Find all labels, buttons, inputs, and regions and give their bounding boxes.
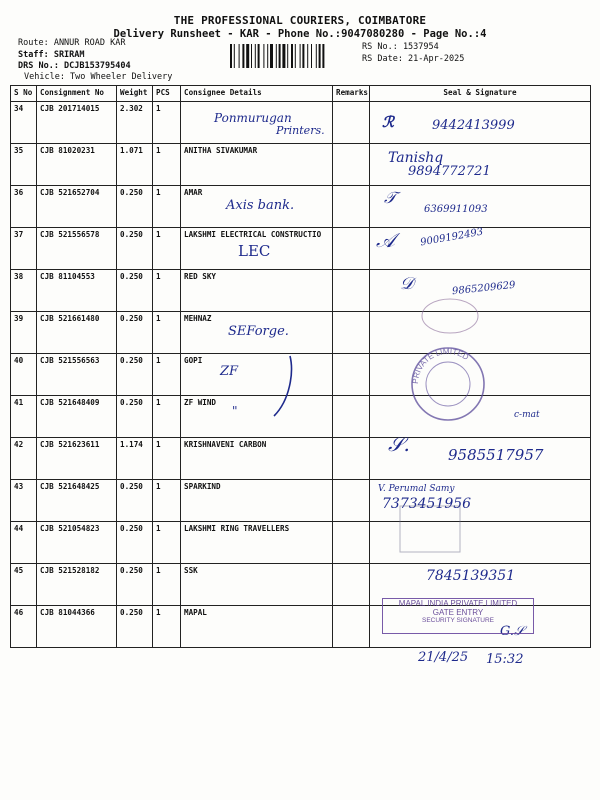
cell-consignee: SPARKIND [181, 480, 333, 522]
hw-r34-phone: 9442413999 [432, 118, 515, 133]
cell-consignment-no: CJB 201714015 [37, 102, 117, 144]
hw-r36-phone: 6369911093 [424, 204, 488, 215]
staff-label: Staff: SRIRAM [18, 50, 85, 60]
hw-r36-signature: 𝒯 [384, 188, 397, 207]
cell-remarks [333, 228, 370, 270]
cell-consignee: MEHNAZ [181, 312, 333, 354]
col-header-remarks: Remarks [333, 86, 370, 102]
barcode-bar [316, 44, 317, 68]
barcode-bar [311, 44, 312, 68]
cell-pcs: 1 [153, 396, 181, 438]
svg-text:PRIVATE LIMITED [411, 347, 471, 384]
col-header-signature: Seal & Signature [370, 86, 591, 102]
cell-pcs: 1 [153, 480, 181, 522]
cell-consignee: ZF WIND [181, 396, 333, 438]
cell-weight: 0.250 [117, 312, 153, 354]
cell-consignee: LAKSHMI RING TRAVELLERS [181, 522, 333, 564]
barcode-bar [307, 44, 308, 68]
hw-r38-phone: 9865209629 [451, 279, 517, 298]
barcode-bar [239, 44, 240, 68]
table-row [11, 354, 591, 396]
cell-consignment-no: CJB 521528182 [37, 564, 117, 606]
cell-sno: 36 [11, 186, 37, 228]
cell-consignment-no: CJB 521648409 [37, 396, 117, 438]
hw-r37-signature: 𝒜 [376, 228, 395, 252]
cell-consignment-no: CJB 521556563 [37, 354, 117, 396]
barcode-bar [276, 44, 277, 68]
cell-sno: 43 [11, 480, 37, 522]
cell-sno: 38 [11, 270, 37, 312]
cell-sno: 44 [11, 522, 37, 564]
cell-pcs: 1 [153, 312, 181, 354]
runsheet-table [10, 85, 591, 648]
cell-weight: 0.250 [117, 186, 153, 228]
cell-weight: 0.250 [117, 480, 153, 522]
cell-consignment-no: CJB 521648425 [37, 480, 117, 522]
oval-stamp-faint [416, 296, 486, 336]
table-row [11, 186, 591, 228]
cell-sno: 41 [11, 396, 37, 438]
hw-r37-name: LEC [238, 242, 271, 260]
cell-remarks [333, 312, 370, 354]
cell-consignment-no: CJB 521556578 [37, 228, 117, 270]
barcode-bar [246, 44, 249, 68]
hw-r43-phone: 7373451956 [382, 496, 472, 512]
cell-remarks [333, 186, 370, 228]
barcode-bar [302, 44, 304, 68]
cell-sno: 45 [11, 564, 37, 606]
cell-consignment-no: CJB 521661480 [37, 312, 117, 354]
cell-remarks [333, 102, 370, 144]
cell-weight: 0.250 [117, 396, 153, 438]
hw-r41-marks: " [232, 404, 238, 418]
barcode-bar [242, 44, 244, 68]
barcode-bar [319, 44, 321, 68]
cell-weight: 0.250 [117, 564, 153, 606]
table-row [11, 522, 591, 564]
barcode-bar [300, 44, 301, 68]
barcode-bar [263, 44, 264, 68]
hw-r34-name-a: Ponmurugan [214, 111, 292, 125]
cell-remarks [333, 438, 370, 480]
table-row [11, 144, 591, 186]
cell-pcs: 1 [153, 606, 181, 648]
cell-remarks [333, 480, 370, 522]
table-header-row [11, 86, 591, 102]
cell-sno: 40 [11, 354, 37, 396]
table-row [11, 228, 591, 270]
table-row [11, 312, 591, 354]
barcode-bar [258, 44, 260, 68]
cell-weight: 0.250 [117, 228, 153, 270]
hw-r35-phone: 9894772721 [408, 164, 491, 179]
cell-remarks [333, 564, 370, 606]
barcode-bar [267, 44, 268, 68]
hw-r34-signature: ℛ [382, 113, 394, 131]
barcode-image [230, 44, 350, 68]
cell-remarks [333, 354, 370, 396]
cell-sno: 34 [11, 102, 37, 144]
cell-consignment-no: CJB 81104553 [37, 270, 117, 312]
barcode-bar [279, 44, 281, 68]
cell-weight: 1.071 [117, 144, 153, 186]
vehicle-label: Vehicle: Two Wheeler Delivery [24, 72, 173, 82]
seal-text: PRIVATE LIMITED [410, 346, 471, 385]
document-title: THE PROFESSIONAL COURIERS, COIMBATORE [173, 14, 427, 27]
hw-r42-phone: 9585517957 [448, 446, 544, 464]
mapal-gate-entry-stamp [382, 598, 534, 634]
rs-number: RS No.: 1537954 [362, 42, 439, 52]
cell-weight: 0.250 [117, 522, 153, 564]
cell-pcs: 1 [153, 522, 181, 564]
drs-number: DRS No.: DCJB153795404 [18, 61, 131, 71]
cell-weight: 1.174 [117, 438, 153, 480]
hw-r40-name: ZF [220, 364, 239, 379]
round-company-seal [406, 342, 490, 426]
cell-consignee: MAPAL [181, 606, 333, 648]
hw-r38-signature: 𝒟 [400, 274, 414, 294]
hw-r35-name: Tanishq [388, 150, 444, 166]
cell-remarks [333, 606, 370, 648]
cell-pcs: 1 [153, 144, 181, 186]
cell-consignee: KRISHNAVENI CARBON [181, 438, 333, 480]
col-header-consignee: Consignee Details [181, 86, 333, 102]
cell-consignee: RED SKY [181, 270, 333, 312]
hw-r40-bracket-mark [268, 352, 298, 422]
mapal-stamp-line1: MAPAL INDIA PRIVATE LIMITED [398, 599, 518, 608]
cell-pcs: 1 [153, 270, 181, 312]
col-header-sno: S No [11, 86, 37, 102]
cell-weight: 0.250 [117, 354, 153, 396]
cell-sno: 42 [11, 438, 37, 480]
cell-weight: 2.302 [117, 102, 153, 144]
cell-pcs: 1 [153, 228, 181, 270]
cell-remarks [333, 522, 370, 564]
col-header-consignment: Consignment No [37, 86, 117, 102]
cell-consignee: ANITHA SIVAKUMAR [181, 144, 333, 186]
cell-remarks [333, 270, 370, 312]
cell-pcs: 1 [153, 564, 181, 606]
cell-sno: 37 [11, 228, 37, 270]
barcode-bar [287, 44, 288, 68]
barcode-bar [234, 44, 235, 68]
barcode-bar [322, 44, 324, 68]
hw-r39-name: SEForge. [228, 324, 289, 339]
hw-r46-time: 15:32 [486, 652, 524, 667]
cell-consignment-no: CJB 81044366 [37, 606, 117, 648]
table-row [11, 480, 591, 522]
cell-weight: 0.250 [117, 606, 153, 648]
route-label: Route: ANNUR ROAD KAR [18, 38, 126, 48]
barcode-bar [251, 44, 252, 68]
cell-consignment-no: CJB 521623611 [37, 438, 117, 480]
cell-consignment-no: CJB 521652704 [37, 186, 117, 228]
barcode-bar [291, 44, 293, 68]
barcode-bar [230, 44, 232, 68]
barcode-bar [295, 44, 296, 68]
hw-r41-note: c-mat [514, 410, 540, 420]
cell-consignment-no: CJB 81020231 [37, 144, 117, 186]
barcode-bar [282, 44, 285, 68]
cell-weight: 0.250 [117, 270, 153, 312]
cell-consignment-no: CJB 521054823 [37, 522, 117, 564]
cell-consignee: AMAR [181, 186, 333, 228]
cell-pcs: 1 [153, 438, 181, 480]
hw-r46-signature: G.𝒮 [500, 624, 525, 639]
cell-consignee: SSK [181, 564, 333, 606]
hw-r45-phone: 7845139351 [426, 568, 516, 584]
barcode-bar [255, 44, 256, 68]
cell-sno: 46 [11, 606, 37, 648]
hw-r46-date: 21/4/25 [418, 650, 469, 665]
cell-pcs: 1 [153, 186, 181, 228]
mapal-stamp-line2: GATE ENTRY [432, 608, 484, 617]
table-row [11, 396, 591, 438]
col-header-pcs: PCS [153, 86, 181, 102]
cell-sno: 39 [11, 312, 37, 354]
hw-r42-signature: 𝒮. [388, 432, 410, 456]
cell-sno: 35 [11, 144, 37, 186]
barcode-bar [270, 44, 273, 68]
cell-consignee: LAKSHMI ELECTRICAL CONSTRUCTIO [181, 228, 333, 270]
runsheet-subtitle: Delivery Runsheet - KAR - Phone No.:9047080280 - Page No.:4 [113, 28, 487, 40]
hw-r34-name-b: Printers. [276, 124, 325, 137]
rs-date: RS Date: 21-Apr-2025 [362, 54, 465, 64]
mapal-stamp-line3: SECURITY SIGNATURE [422, 617, 494, 624]
hw-r36-name: Axis bank. [226, 198, 295, 213]
col-header-weight: Weight [117, 86, 153, 102]
cell-consignee: GOPI [181, 354, 333, 396]
cell-pcs: 1 [153, 102, 181, 144]
cell-pcs: 1 [153, 354, 181, 396]
rectangular-seal [398, 504, 462, 554]
hw-r43-name: V. Perumal Samy [378, 484, 455, 494]
cell-remarks [333, 144, 370, 186]
hw-r37-phone: 9009192493 [419, 226, 485, 249]
cell-remarks [333, 396, 370, 438]
